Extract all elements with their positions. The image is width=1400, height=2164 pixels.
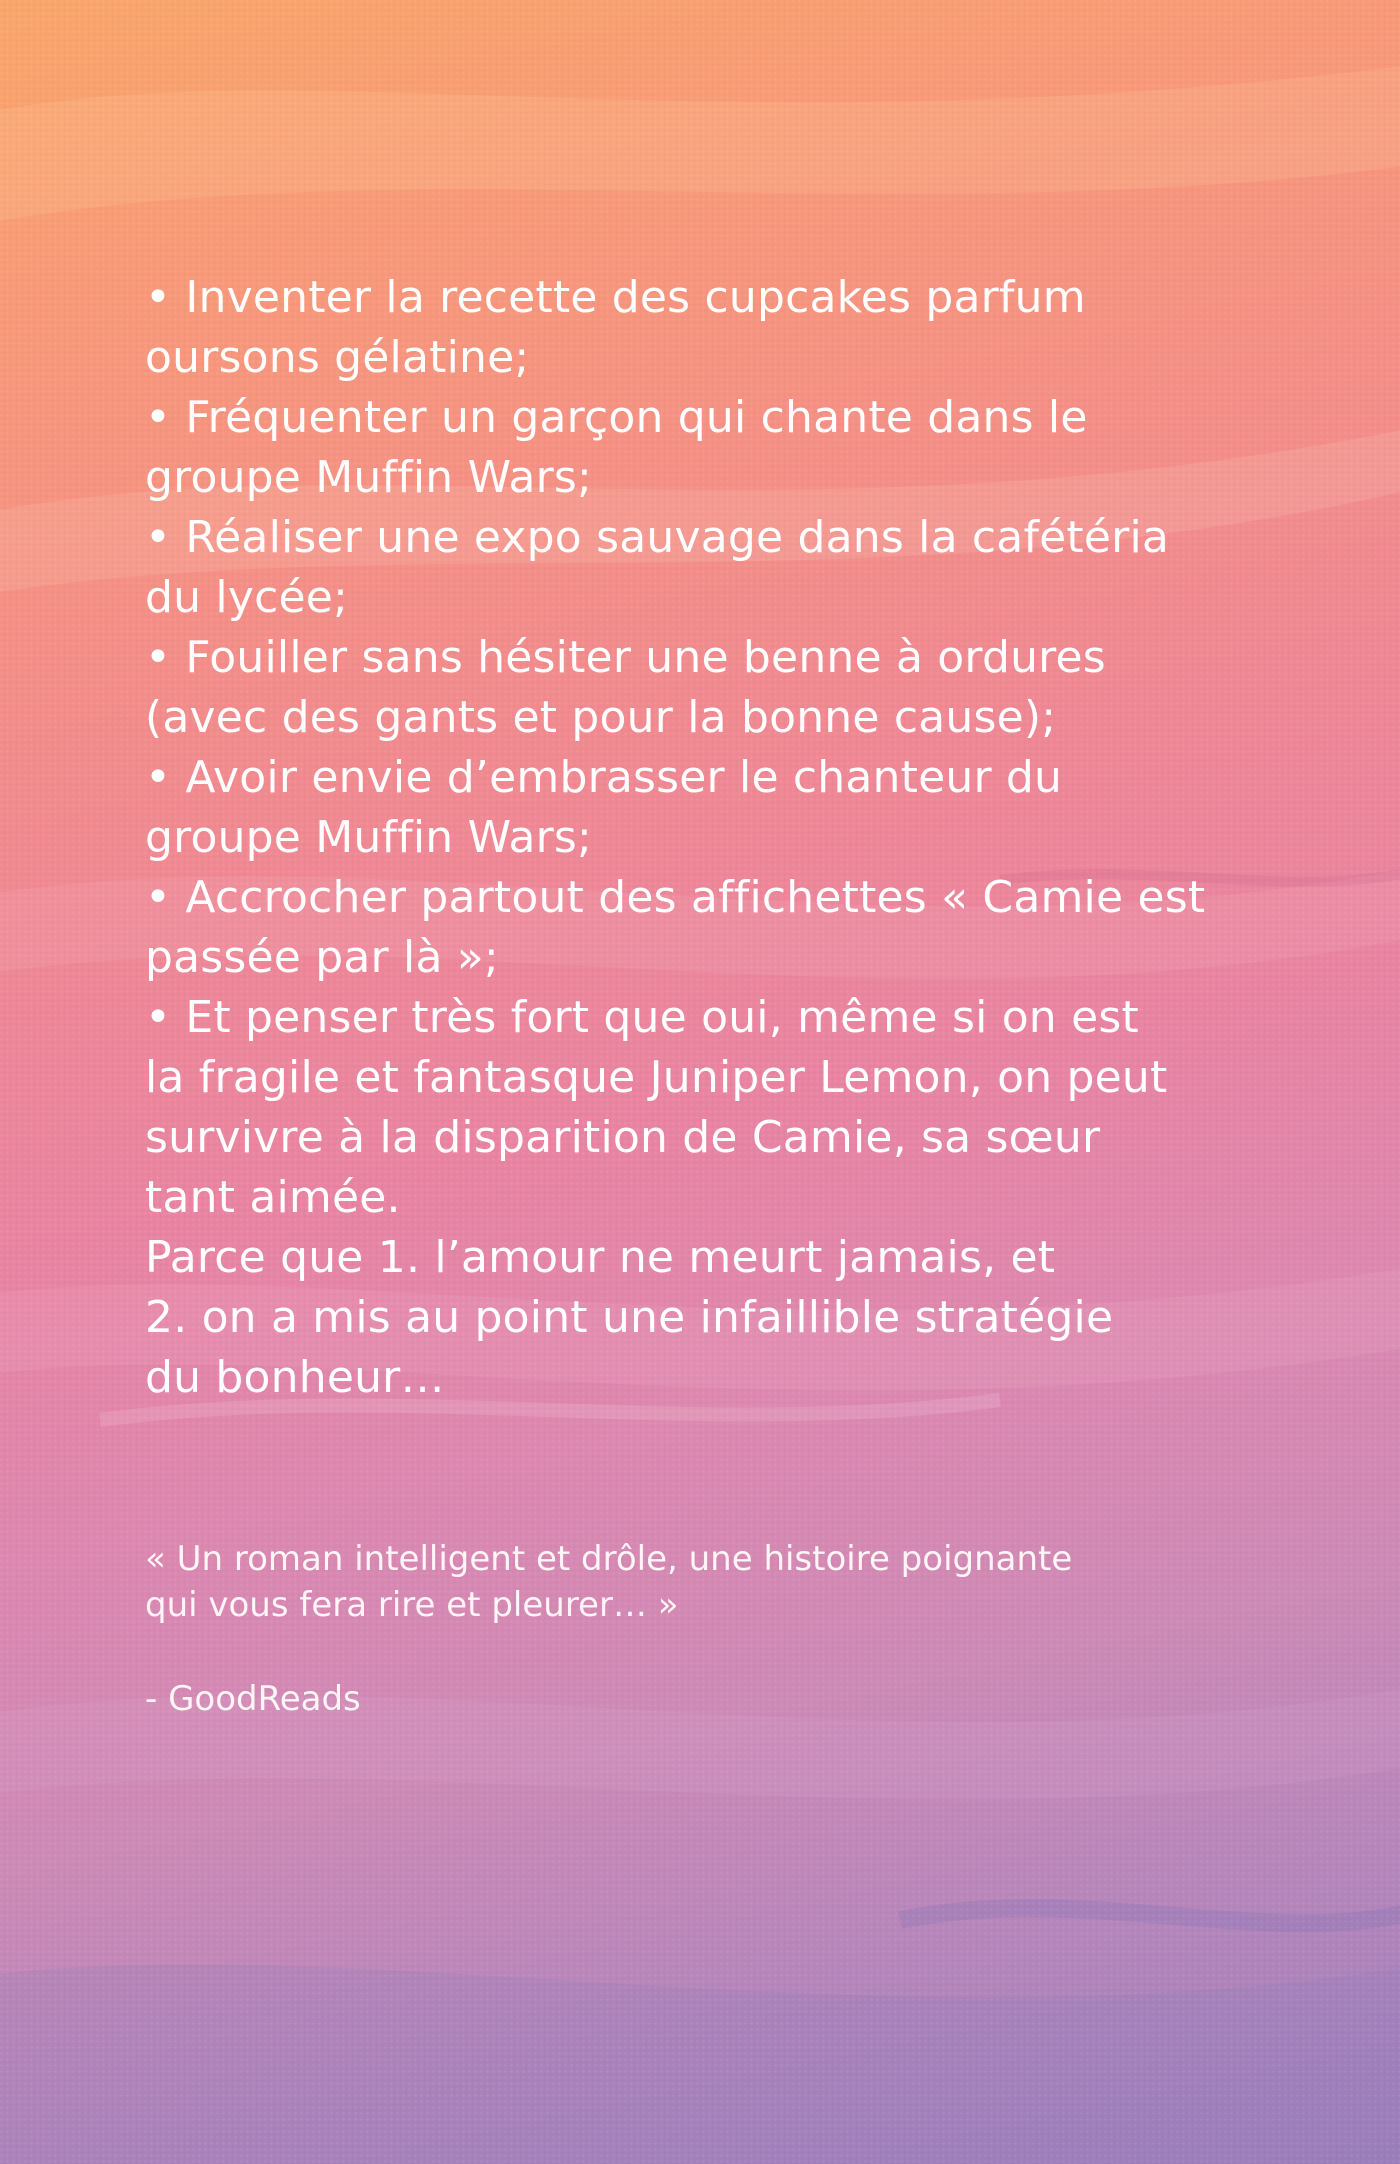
blurb-line: • Avoir envie d’embrasser le chanteur du [145, 752, 1063, 803]
blurb-line: groupe Muffin Wars; [145, 452, 593, 503]
blurb-line: • Inventer la recette des cupcakes parfum [145, 272, 1086, 323]
blurb-line: du lycée; [145, 572, 349, 623]
review-quote-line: qui vous fera rire et pleurer… » [145, 1585, 679, 1625]
review-quote [145, 1536, 1275, 1628]
blurb-line: • Fréquenter un garçon qui chante dans le [145, 392, 1088, 443]
review-source: - GoodReads [145, 1679, 361, 1719]
blurb-line: survivre à la disparition de Camie, sa sœur [145, 1112, 1101, 1163]
blurb-line: 2. on a mis au point une infaillible stratégie [145, 1292, 1114, 1343]
blurb-line: (avec des gants et pour la bonne cause); [145, 692, 1057, 743]
blurb-line: • Fouiller sans hésiter une benne à ordures [145, 632, 1106, 683]
blurb-line: tant aimée. [145, 1172, 401, 1223]
blurb-line: la fragile et fantasque Juniper Lemon, on peut [145, 1052, 1168, 1103]
blurb-line: du bonheur… [145, 1352, 445, 1403]
blurb-line: Parce que 1. l’amour ne meurt jamais, et [145, 1232, 1056, 1283]
blurb-line: • Et penser très fort que oui, même si on est [145, 992, 1139, 1043]
blurb-line: • Accrocher partout des affichettes « Camie est [145, 872, 1206, 923]
blurb-line: groupe Muffin Wars; [145, 812, 593, 863]
review-quote-line: « Un roman intelligent et drôle, une histoire poignante [145, 1539, 1073, 1579]
blurb-line: oursons gélatine; [145, 332, 530, 383]
blurb-line: passée par là »; [145, 932, 499, 983]
blurb-text [145, 268, 1275, 1408]
blurb-line: • Réaliser une expo sauvage dans la cafétéria [145, 512, 1170, 563]
